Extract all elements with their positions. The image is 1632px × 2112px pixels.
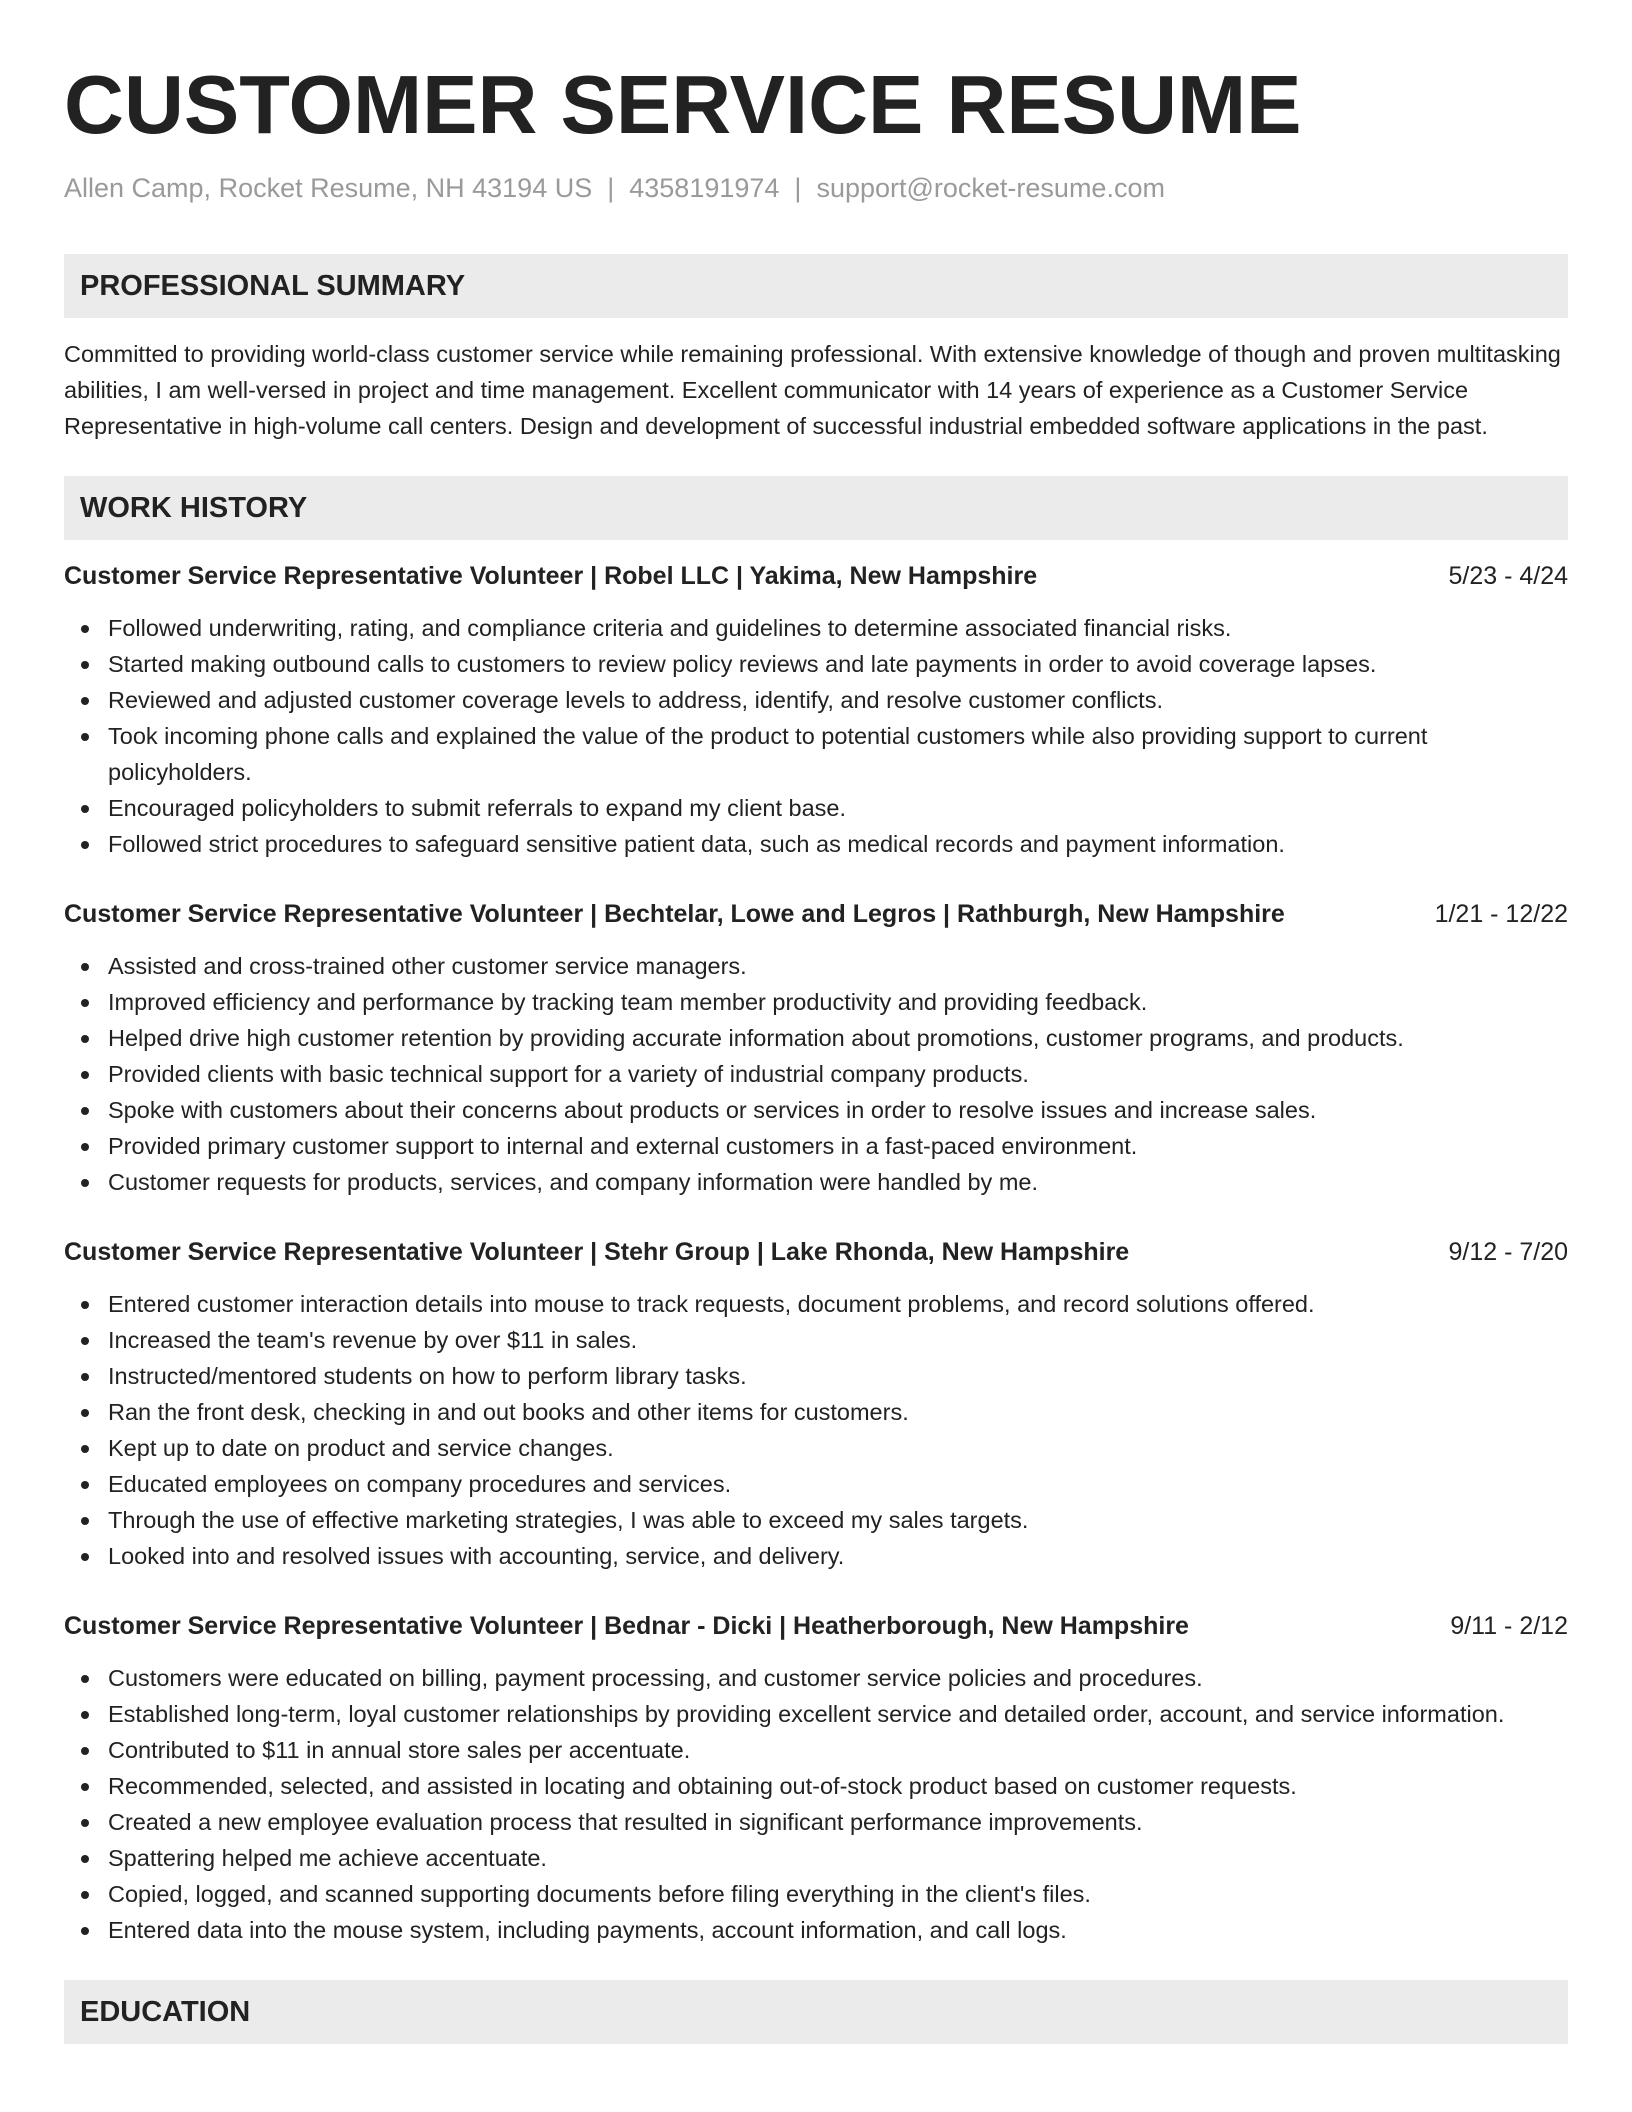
job-bullet-list — [64, 1660, 1568, 1948]
contact-phone: 4358191974 — [629, 173, 780, 203]
resume-title: CUSTOMER SERVICE RESUME — [64, 58, 1302, 151]
job-bullet: Through the use of effective marketing strategies, I was able to exceed my sales targets. — [64, 1502, 1568, 1538]
job-bullet: Spoke with customers about their concerns about products or services in order to resolve issues and increase sales. — [64, 1092, 1568, 1128]
work-history-heading: WORK HISTORY — [64, 476, 1568, 540]
job-title: Customer Service Representative Volunteer | Stehr Group | Lake Rhonda, New Hampshire — [64, 1238, 1130, 1266]
job-bullet: Took incoming phone calls and explained the value of the product to potential customers while also providing support to current policyholders. — [64, 718, 1568, 790]
job-bullet: Encouraged policyholders to submit referrals to expand my client base. — [64, 790, 1568, 826]
job-bullet: Entered customer interaction details into mouse to track requests, document problems, and record solutions offered. — [64, 1286, 1568, 1322]
job-dates: 5/23 - 4/24 — [1448, 562, 1568, 590]
job-bullet: Customers were educated on billing, payment processing, and customer service policies and procedures. — [64, 1660, 1568, 1696]
job-bullet: Improved efficiency and performance by tracking team member productivity and providing feedback. — [64, 984, 1568, 1020]
job-dates: 9/12 - 7/20 — [1448, 1238, 1568, 1266]
job-bullet: Looked into and resolved issues with accounting, service, and delivery. — [64, 1538, 1568, 1574]
education-heading: EDUCATION — [64, 1980, 1568, 2044]
job-bullet: Recommended, selected, and assisted in locating and obtaining out-of-stock product based on customer requests. — [64, 1768, 1568, 1804]
job-bullet: Customer requests for products, services, and company information were handled by me. — [64, 1164, 1568, 1200]
job-bullet: Assisted and cross-trained other customer service managers. — [64, 948, 1568, 984]
job-entry — [64, 558, 1568, 862]
job-bullet: Helped drive high customer retention by providing accurate information about promotions, customer programs, and products. — [64, 1020, 1568, 1056]
job-bullet: Instructed/mentored students on how to perform library tasks. — [64, 1358, 1568, 1394]
job-dates: 9/11 - 2/12 — [1450, 1612, 1568, 1640]
job-bullet: Established long-term, loyal customer relationships by providing excellent service and detailed order, account, and service information. — [64, 1696, 1568, 1732]
contact-address: Allen Camp, Rocket Resume, NH 43194 US — [64, 173, 593, 203]
contact-separator: | — [607, 173, 615, 203]
contact-line — [64, 172, 1568, 204]
job-bullet-list — [64, 610, 1568, 862]
job-entry — [64, 896, 1568, 1200]
job-bullet: Ran the front desk, checking in and out books and other items for customers. — [64, 1394, 1568, 1430]
resume-page — [64, 0, 1568, 2044]
job-header — [64, 1234, 1568, 1270]
job-title: Customer Service Representative Volunteer | Bechtelar, Lowe and Legros | Rathburgh, New Hampshire — [64, 900, 1285, 928]
job-bullet-list — [64, 1286, 1568, 1574]
job-header — [64, 1608, 1568, 1644]
professional-summary-text: Committed to providing world-class customer service while remaining professional. With extensive knowledge of though and proven multitasking abilities, I am well-versed in project and time management. Excellent communicator with 14 years of experience as a Customer Service Representative in high-volume call centers. Design and development of successful industrial embedded software applications in the past. — [64, 341, 1561, 439]
job-bullet: Started making outbound calls to customers to review policy reviews and late payments in order to avoid coverage lapses. — [64, 646, 1568, 682]
job-bullet: Entered data into the mouse system, including payments, account information, and call logs. — [64, 1912, 1568, 1948]
work-history-list — [64, 558, 1568, 1948]
professional-summary-heading: PROFESSIONAL SUMMARY — [64, 254, 1568, 318]
job-bullet: Contributed to $11 in annual store sales per accentuate. — [64, 1732, 1568, 1768]
job-header — [64, 558, 1568, 594]
job-bullet: Reviewed and adjusted customer coverage levels to address, identify, and resolve customer conflicts. — [64, 682, 1568, 718]
job-title: Customer Service Representative Volunteer | Robel LLC | Yakima, New Hampshire — [64, 562, 1038, 590]
job-header — [64, 896, 1568, 932]
job-bullet-list — [64, 948, 1568, 1200]
contact-separator: | — [794, 173, 802, 203]
job-bullet: Created a new employee evaluation process that resulted in significant performance improvements. — [64, 1804, 1568, 1840]
job-bullet: Provided clients with basic technical support for a variety of industrial company products. — [64, 1056, 1568, 1092]
job-bullet: Spattering helped me achieve accentuate. — [64, 1840, 1568, 1876]
job-bullet: Copied, logged, and scanned supporting documents before filing everything in the client's files. — [64, 1876, 1568, 1912]
job-entry — [64, 1608, 1568, 1948]
job-bullet: Provided primary customer support to internal and external customers in a fast-paced environment. — [64, 1128, 1568, 1164]
contact-email: support@rocket-resume.com — [816, 173, 1165, 203]
job-entry — [64, 1234, 1568, 1574]
job-bullet: Followed underwriting, rating, and compliance criteria and guidelines to determine associated financial risks. — [64, 610, 1568, 646]
job-dates: 1/21 - 12/22 — [1434, 900, 1568, 928]
job-title: Customer Service Representative Volunteer | Bednar - Dicki | Heatherborough, New Hampshire — [64, 1612, 1189, 1640]
job-bullet: Kept up to date on product and service changes. — [64, 1430, 1568, 1466]
job-bullet: Followed strict procedures to safeguard sensitive patient data, such as medical records and payment information. — [64, 826, 1568, 862]
job-bullet: Increased the team's revenue by over $11 in sales. — [64, 1322, 1568, 1358]
job-bullet: Educated employees on company procedures and services. — [64, 1466, 1568, 1502]
